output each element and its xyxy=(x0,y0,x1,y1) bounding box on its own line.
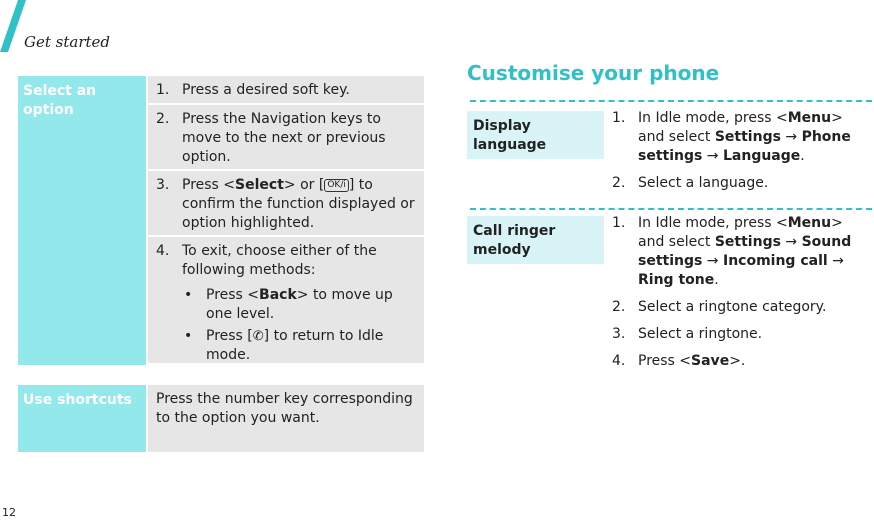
step-1: 1. Press a desired soft key. xyxy=(148,76,424,103)
step-4: 4. To exit, choose either of the following methods: • Press <Back> to move up one level. • Press [✆] to return to Idle mode. xyxy=(148,237,424,363)
use-shortcuts-table xyxy=(18,385,424,454)
display-language-label: Display language xyxy=(467,111,604,159)
header-title: Get started xyxy=(24,33,111,51)
ok-key-icon: OK/i xyxy=(324,179,349,192)
end-call-icon: ✆ xyxy=(252,329,264,344)
call-ringer-steps: 1. In Idle mode, press <Menu> and select Settings → Sound settings → Incoming call → Ring tone. 2. Select a ringtone category. 3. Select a ringtone. 4. Press <Save>. xyxy=(612,215,852,369)
select-option-table xyxy=(18,76,424,365)
bullet-end: • Press [✆] to return to Idle mode. xyxy=(184,328,384,363)
section-title: Customise your phone xyxy=(467,61,720,85)
use-shortcuts-text: Press the number key corresponding to the option you want. xyxy=(148,385,424,452)
step-2: 2. Press the Navigation keys to move to the next or previous option. xyxy=(148,105,424,169)
display-language-steps: 1. In Idle mode, press <Menu> and select Settings → Phone settings → Language. 2. Select a language. xyxy=(612,110,851,191)
select-option-label: Select an option xyxy=(18,76,146,365)
divider-2 xyxy=(470,208,872,210)
divider-1 xyxy=(470,100,872,102)
use-shortcuts-label: Use shortcuts xyxy=(18,385,146,452)
step-3: 3. Press <Select> or [ OK/i ] to confirm the function displayed or option highlighted. xyxy=(148,171,424,235)
call-ringer-label: Call ringer melody xyxy=(467,216,604,264)
bullet-back: • Press <Back> to move up one level. xyxy=(184,287,393,322)
page-number: 12 xyxy=(2,506,16,519)
